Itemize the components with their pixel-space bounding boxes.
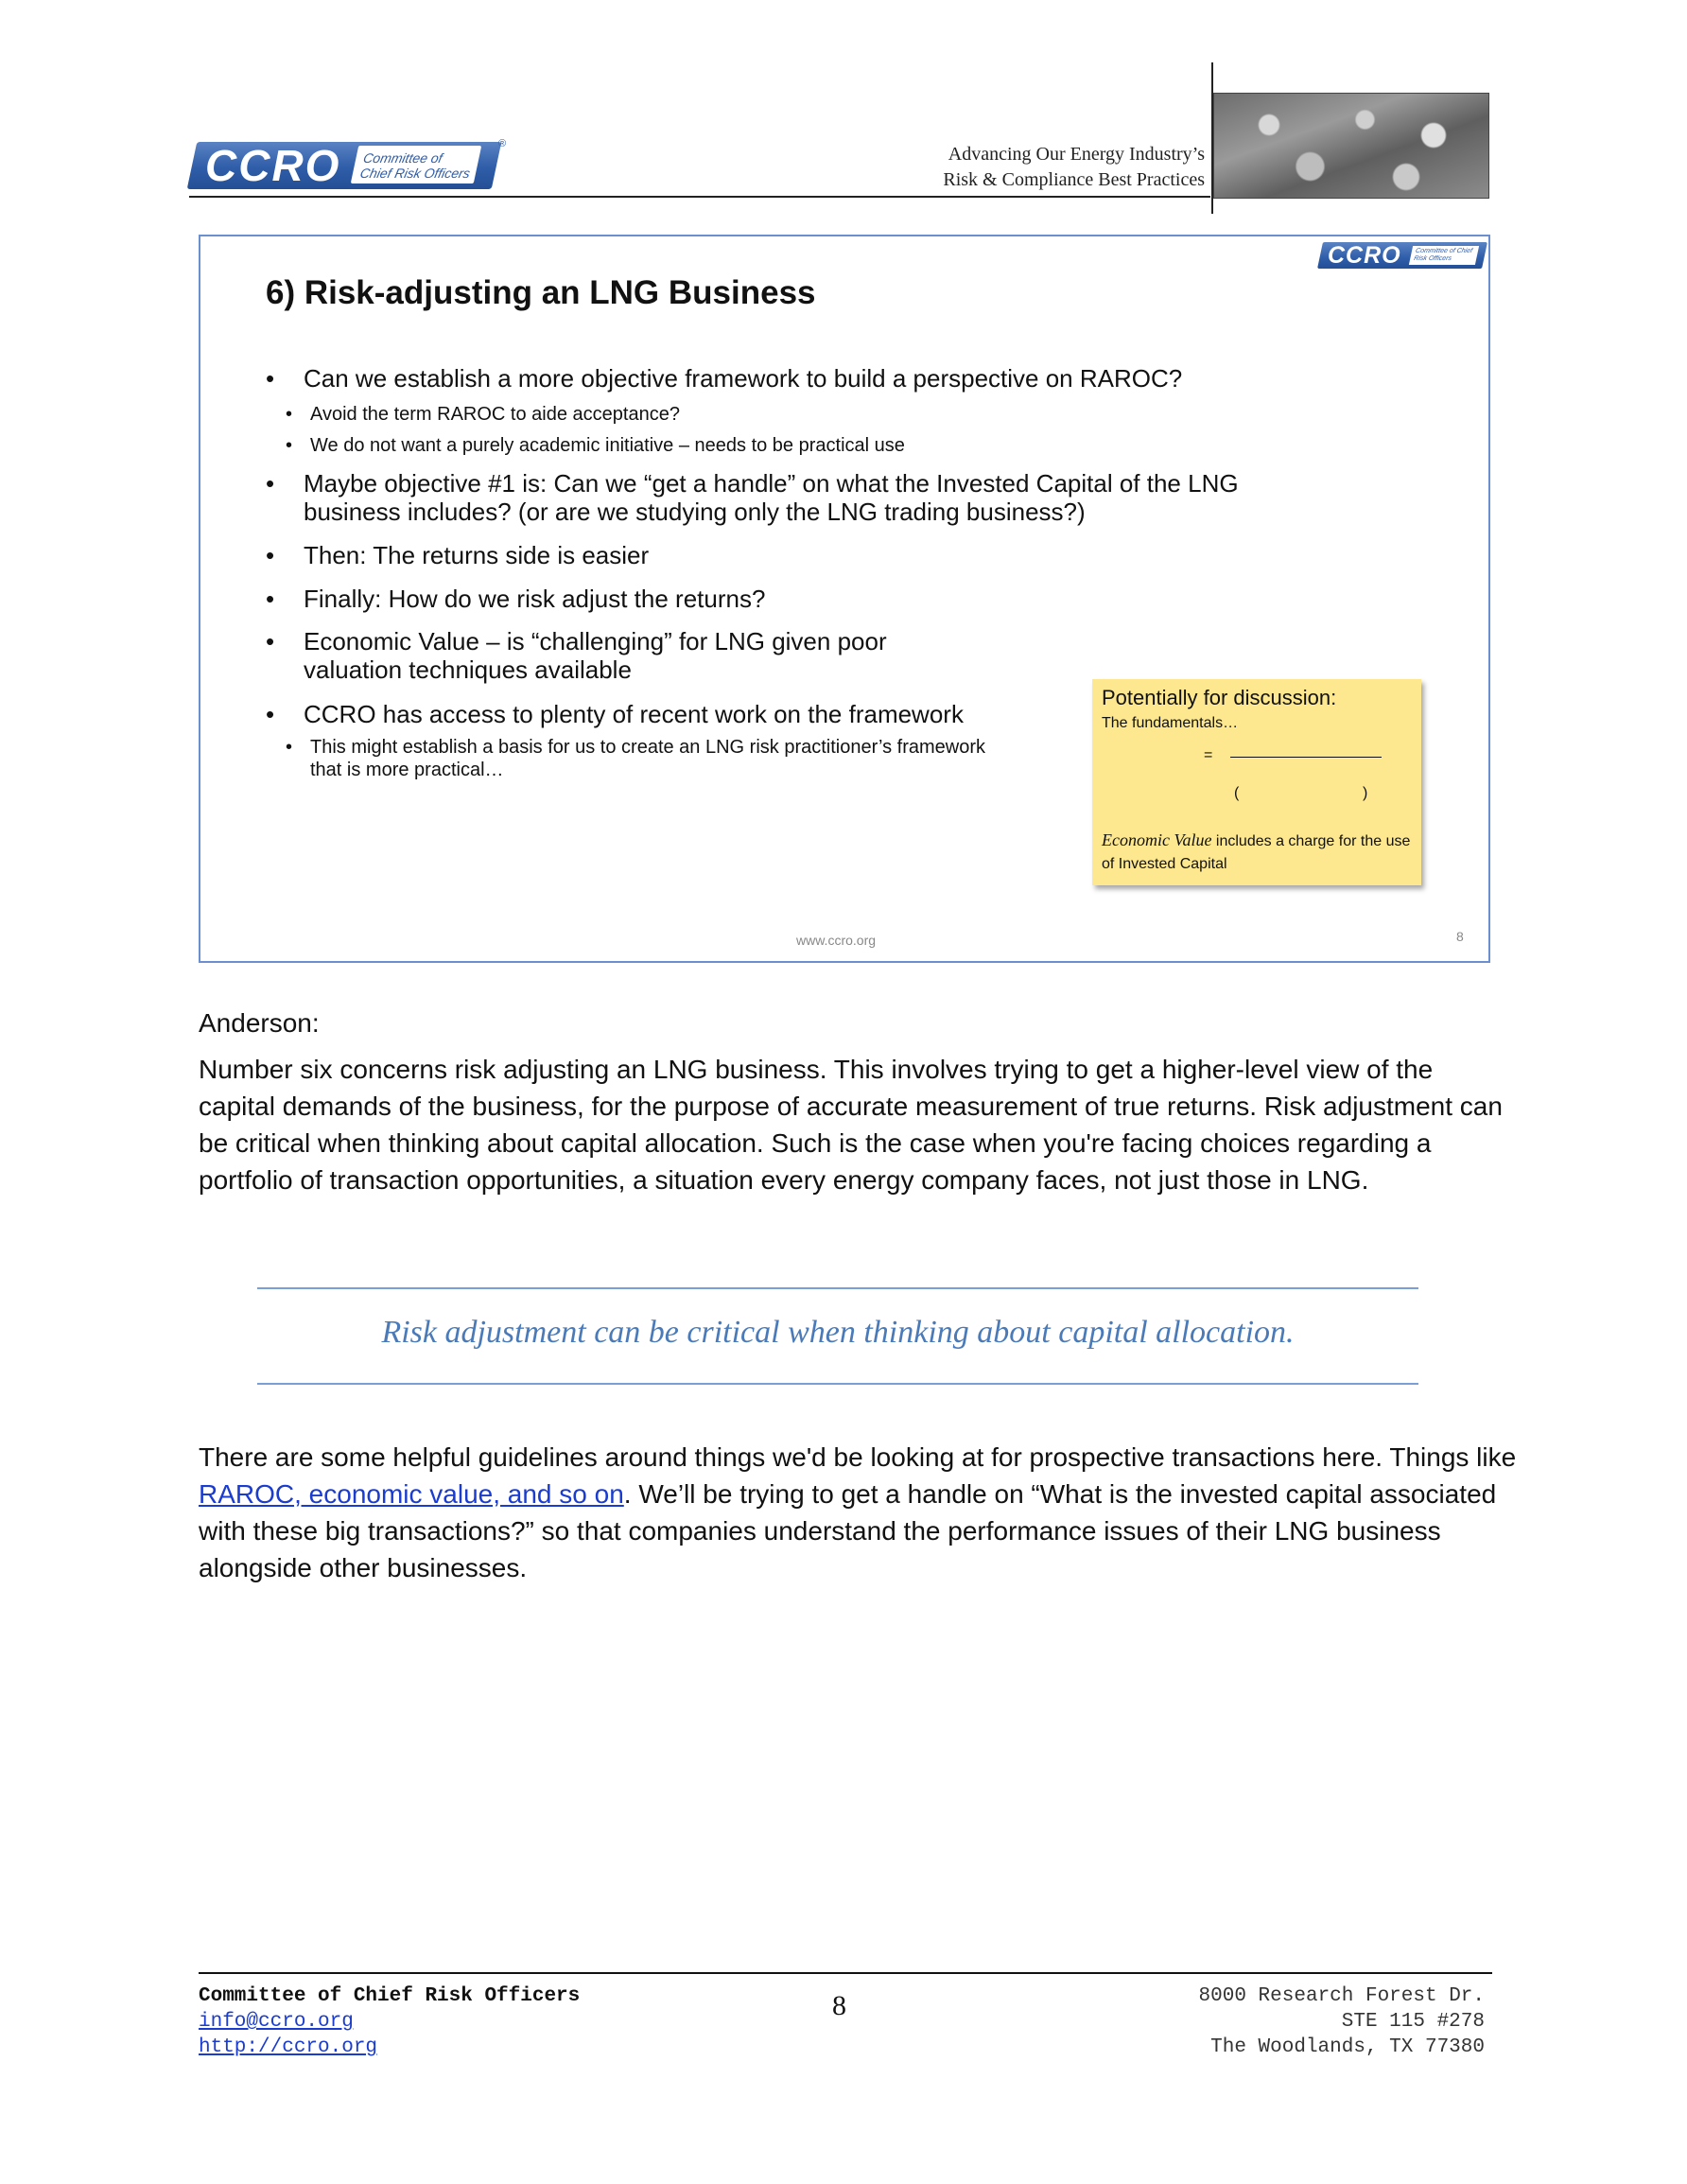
discussion-note <box>1092 679 1421 885</box>
pull-quote-rule-top <box>257 1287 1418 1289</box>
sub-bullet-avoid-term: Avoid the term RAROC to aide acceptance? <box>310 404 680 425</box>
bullet-returns-side: Then: The returns side is easier <box>304 541 650 569</box>
header-tagline: Advancing Our Energy Industry’s Risk & Compliance Best Practices <box>943 144 1205 190</box>
note-title: Potentially for discussion: <box>1102 686 1337 709</box>
slide-ccro-logo: CCRO Committee of Chief Risk Officers <box>1320 242 1487 271</box>
bullet-marker: • <box>266 364 275 393</box>
slide-page-number: 8 <box>1456 929 1464 944</box>
logo-text: CCRO <box>205 141 341 190</box>
raroc-link[interactable]: RAROC, economic value, and so on <box>199 1479 624 1509</box>
meeting-photo <box>1213 93 1489 199</box>
footer-org-name: Committee of Chief Risk Officers <box>199 1985 581 2007</box>
bullet-economic-value: Economic Value – is “challenging” for LNG given poor valuation techniques available <box>304 627 887 684</box>
sub-bullet-practical-use: We do not want a purely academic initiative – needs to be practical use <box>310 435 905 456</box>
note-paren-right: ) <box>1363 785 1368 801</box>
note-fraction-line <box>1230 757 1382 758</box>
logo-subtext: Committee of Chief Risk Officers <box>351 146 482 183</box>
slide-title: 6) Risk-adjusting an LNG Business <box>266 274 816 311</box>
note-subtitle: The fundamentals… <box>1102 715 1239 731</box>
paragraph-1: Number six concerns risk adjusting an LNG business. This involves trying to get a higher-level view of the capital demands of the business, for the purpose of accurate measurement of true returns. Risk adjustment can be critical when thinking about capital allocation. Such is the case when you're facing choices regarding a portfolio of transaction opportunities, a situation every energy company faces, not just those in LNG. <box>199 1055 1503 1195</box>
bullet-marker: • <box>266 541 275 569</box>
paragraph-2: There are some helpful guidelines around things we'd be looking at for prospective transactions here. Things like RAROC, economic value, and so on. We’ll be trying to get a handle on “What is the invested capital associated with these big transactions?” so that companies understand the performance issues of their LNG business alongside other businesses. <box>199 1442 1517 1582</box>
pull-quote: Risk adjustment can be critical when thinking about capital allocation. <box>381 1315 1295 1350</box>
registered-mark: ® <box>498 138 507 149</box>
header-rule <box>189 196 1210 198</box>
bullet-marker: • <box>266 469 275 498</box>
footer-website-link[interactable]: http://ccro.org <box>199 2036 378 2058</box>
note-paren-left: ( <box>1234 785 1240 801</box>
sub-bullet-marker: • <box>286 737 293 758</box>
note-body: Economic Value includes a charge for the use of Invested Capital <box>1102 830 1411 872</box>
bullet-ccro-access: CCRO has access to plenty of recent work on the framework <box>304 700 964 728</box>
footer-page-number: 8 <box>832 1990 846 2021</box>
note-equals: = <box>1204 747 1213 763</box>
bullet-raroc-framework: Can we establish a more objective framework to build a perspective on RAROC? <box>304 364 1183 393</box>
sub-bullet-practitioner-framework: This might establish a basis for us to create an LNG risk practitioner’s framework that is more practical… <box>310 737 985 780</box>
sub-bullet-marker: • <box>286 404 293 425</box>
footer-address: 8000 Research Forest Dr. STE 115 #278 The Woodlands, TX 77380 <box>1198 1985 1485 2058</box>
sub-bullet-marker: • <box>286 435 293 456</box>
footer-contact <box>199 1983 580 2060</box>
ccro-logo <box>192 138 507 191</box>
speaker-label: Anderson: <box>199 1008 320 1038</box>
footer-email-link[interactable]: info@ccro.org <box>199 2011 354 2033</box>
bullet-marker: • <box>266 585 275 613</box>
bullet-risk-adjust-returns: Finally: How do we risk adjust the returns? <box>304 585 766 613</box>
bullet-marker: • <box>266 700 275 728</box>
slide-url: www.ccro.org <box>796 933 877 948</box>
pull-quote-rule-bottom <box>257 1383 1418 1385</box>
bullet-marker: • <box>266 627 275 655</box>
footer-rule <box>199 1972 1492 1974</box>
bullet-invested-capital: Maybe objective #1 is: Can we “get a handle” on what the Invested Capital of the LNG business includes? (or are we studying only the LNG trading business?) <box>304 469 1239 526</box>
